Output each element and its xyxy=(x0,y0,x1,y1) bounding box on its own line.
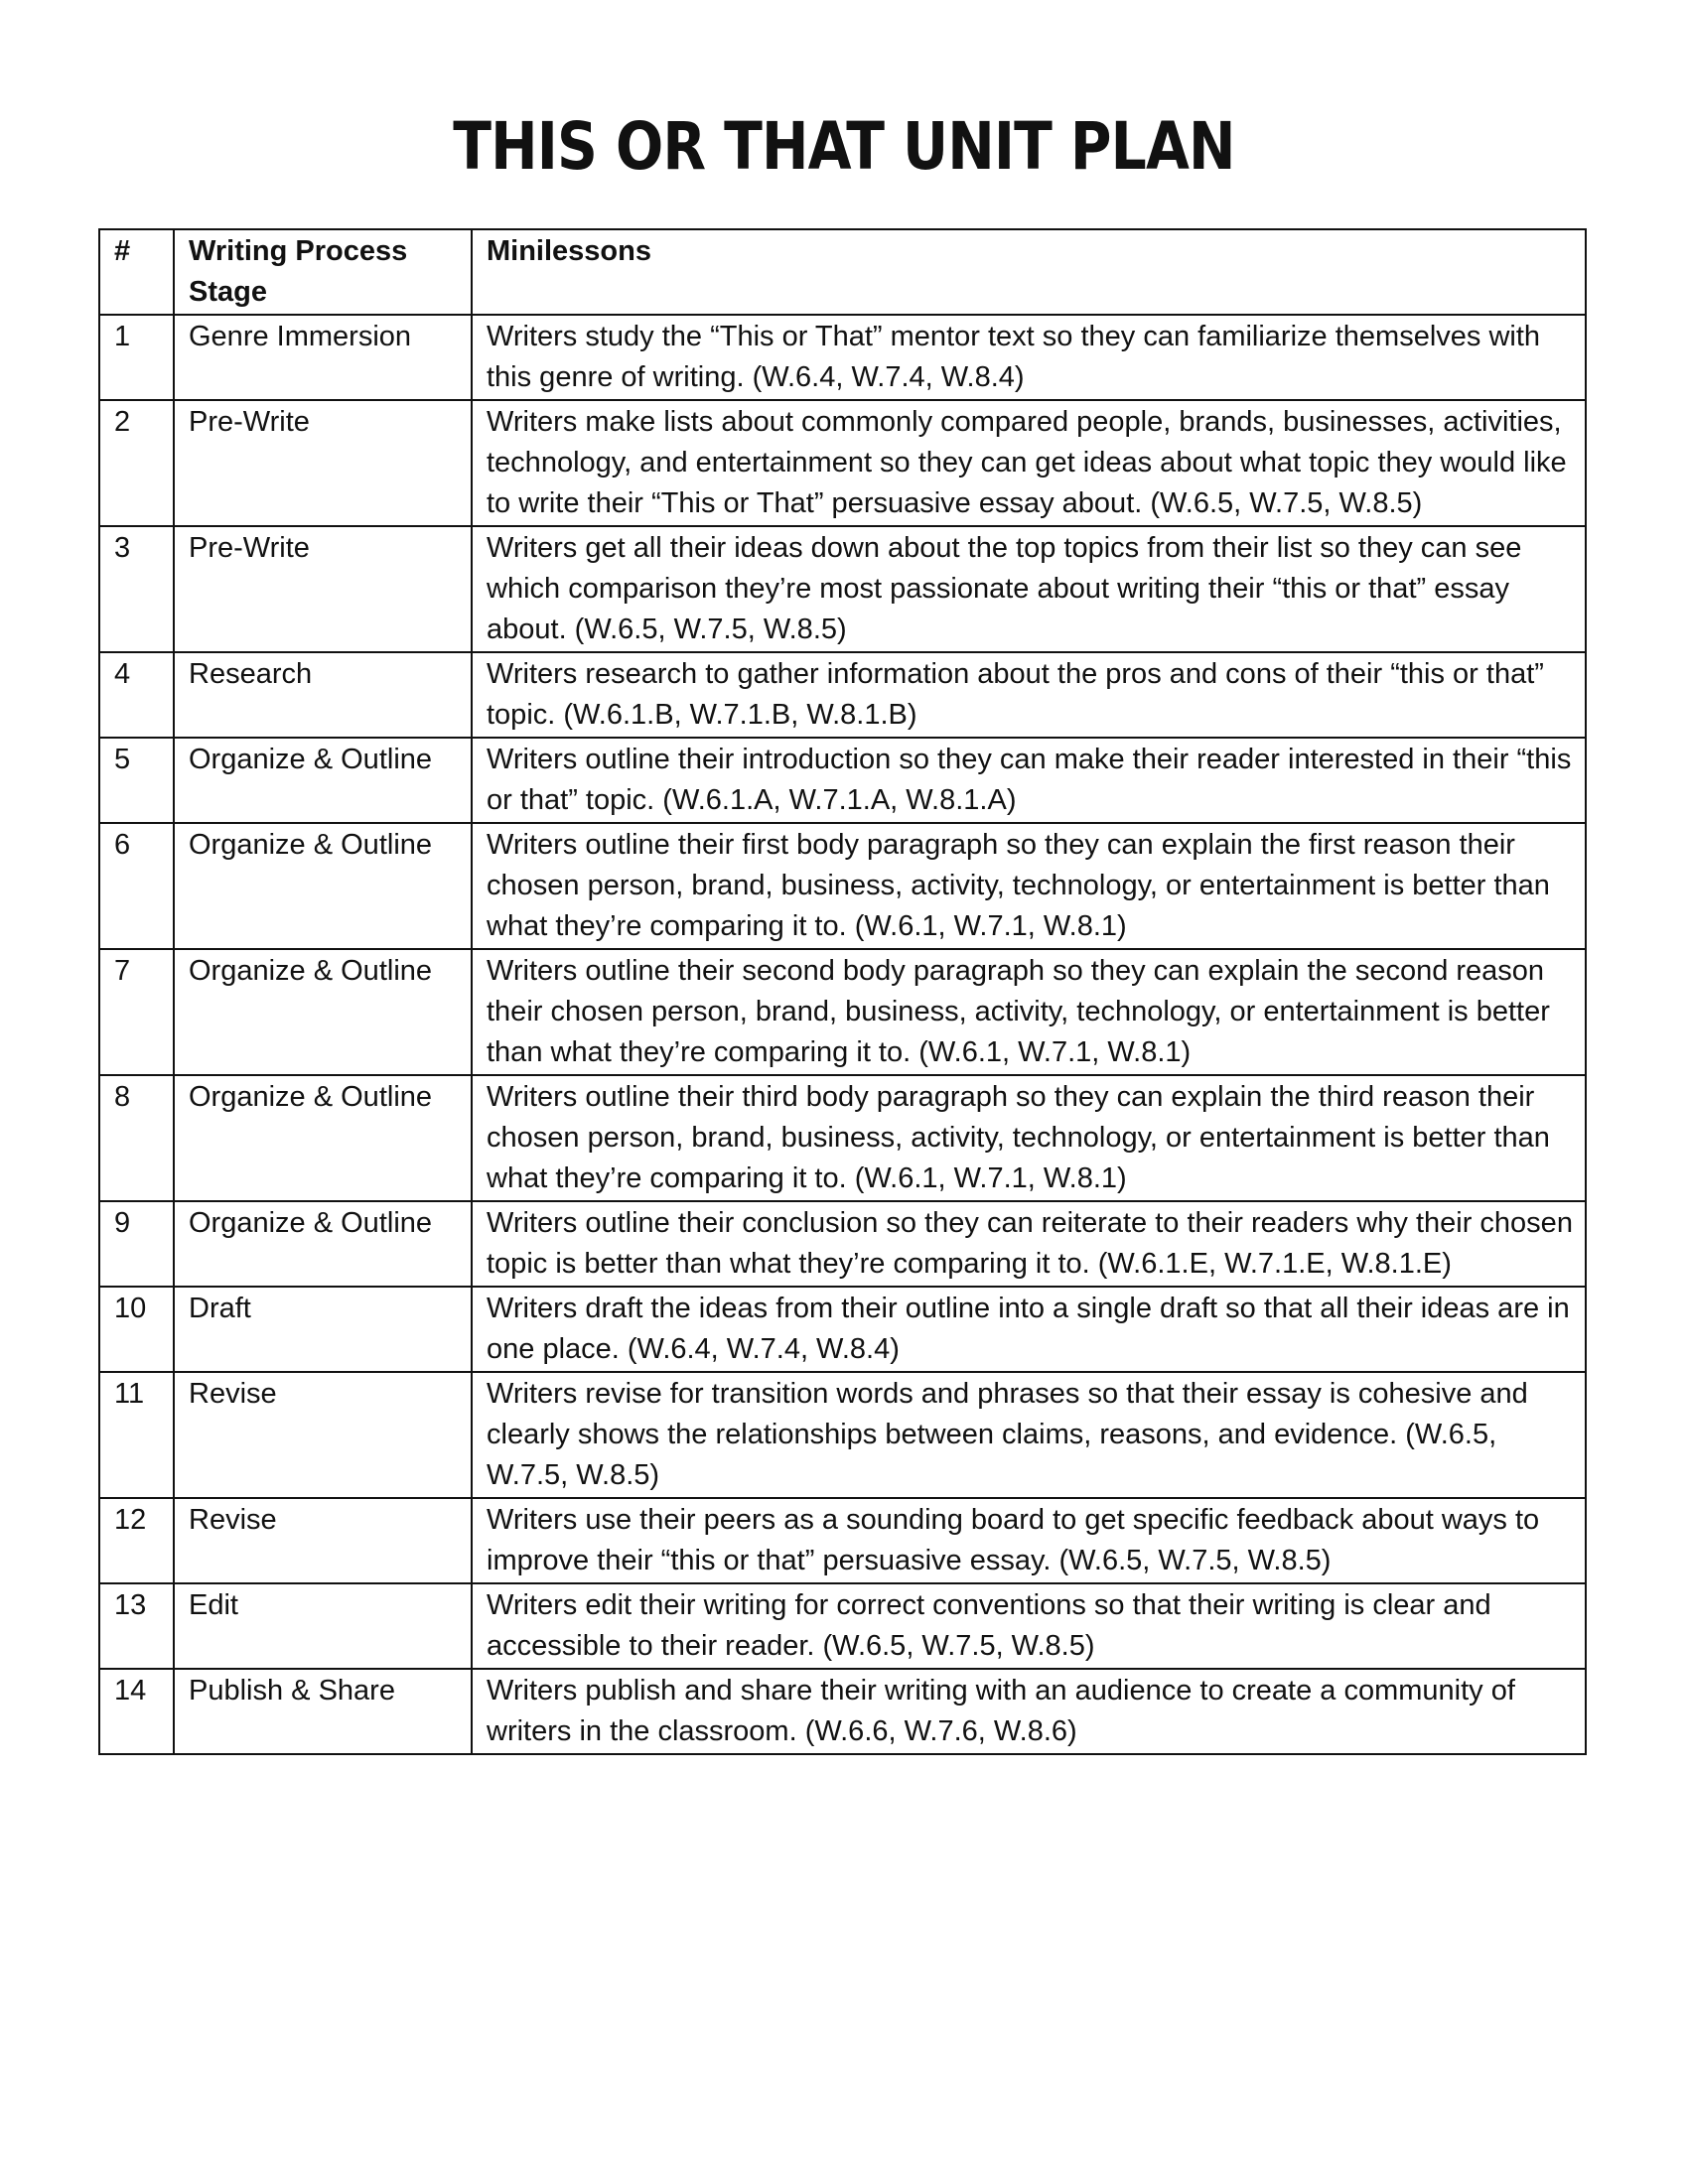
row-minilesson: Writers publish and share their writing with an audience to create a community of writers in the classroom. (W.6.6, W.7.6, W.8.6) xyxy=(472,1669,1586,1754)
row-minilesson: Writers revise for transition words and phrases so that their essay is cohesive and clearly shows the relationships between claims, reasons, and evidence. (W.6.5, W.7.5, W.8.5) xyxy=(472,1372,1586,1498)
row-number: 3 xyxy=(99,526,174,652)
row-minilesson: Writers outline their third body paragraph so they can explain the third reason their chosen person, brand, business, activity, technology, or entertainment is better than what they’re comparing it to. (W.6.1, W.7.1, W.8.1) xyxy=(472,1075,1586,1201)
table-row xyxy=(99,1372,1586,1498)
row-minilesson: Writers outline their second body paragraph so they can explain the second reason their chosen person, brand, business, activity, technology, or entertainment is better than what they’re comparing it to. (W.6.1, W.7.1, W.8.1) xyxy=(472,949,1586,1075)
row-number: 1 xyxy=(99,315,174,400)
row-stage: Pre-Write xyxy=(174,526,472,652)
row-stage: Publish & Share xyxy=(174,1669,472,1754)
row-number: 4 xyxy=(99,652,174,738)
table-row xyxy=(99,652,1586,738)
row-stage: Genre Immersion xyxy=(174,315,472,400)
table-row xyxy=(99,1669,1586,1754)
row-stage: Revise xyxy=(174,1498,472,1583)
page-title: THIS OR THAT UNIT PLAN xyxy=(453,108,1235,185)
row-minilesson: Writers make lists about commonly compared people, brands, businesses, activities, technology, and entertainment so they can get ideas about what topic they would like to write their “This or That” persuasive essay about. (W.6.5, W.7.5, W.8.5) xyxy=(472,400,1586,526)
row-minilesson: Writers draft the ideas from their outline into a single draft so that all their ideas are in one place. (W.6.4, W.7.4, W.8.4) xyxy=(472,1287,1586,1372)
column-header-stage: Writing Process Stage xyxy=(174,229,472,315)
row-stage: Organize & Outline xyxy=(174,949,472,1075)
row-stage: Organize & Outline xyxy=(174,1075,472,1201)
row-minilesson: Writers research to gather information about the pros and cons of their “this or that” topic. (W.6.1.B, W.7.1.B, W.8.1.B) xyxy=(472,652,1586,738)
row-number: 10 xyxy=(99,1287,174,1372)
table-row xyxy=(99,1201,1586,1287)
table-row xyxy=(99,1287,1586,1372)
row-number: 6 xyxy=(99,823,174,949)
table-header-row xyxy=(99,229,1586,315)
table-row xyxy=(99,1075,1586,1201)
row-stage: Research xyxy=(174,652,472,738)
row-stage: Organize & Outline xyxy=(174,738,472,823)
row-number: 7 xyxy=(99,949,174,1075)
table-row xyxy=(99,526,1586,652)
row-number: 2 xyxy=(99,400,174,526)
unit-plan-table xyxy=(98,228,1587,1755)
table-row xyxy=(99,738,1586,823)
row-number: 8 xyxy=(99,1075,174,1201)
table-row xyxy=(99,1498,1586,1583)
row-stage: Organize & Outline xyxy=(174,823,472,949)
row-minilesson: Writers outline their introduction so they can make their reader interested in their “this or that” topic. (W.6.1.A, W.7.1.A, W.8.1.A) xyxy=(472,738,1586,823)
row-number: 11 xyxy=(99,1372,174,1498)
table-row xyxy=(99,315,1586,400)
row-minilesson: Writers outline their conclusion so they can reiterate to their readers why their chosen topic is better than what they’re comparing it to. (W.6.1.E, W.7.1.E, W.8.1.E) xyxy=(472,1201,1586,1287)
row-minilesson: Writers get all their ideas down about the top topics from their list so they can see which comparison they’re most passionate about writing their “this or that” essay about. (W.6.5, W.7.5, W.8.5) xyxy=(472,526,1586,652)
row-minilesson: Writers outline their first body paragraph so they can explain the first reason their chosen person, brand, business, activity, technology, or entertainment is better than what they’re comparing it to. (W.6.1, W.7.1, W.8.1) xyxy=(472,823,1586,949)
row-number: 12 xyxy=(99,1498,174,1583)
row-minilesson: Writers study the “This or That” mentor text so they can familiarize themselves with this genre of writing. (W.6.4, W.7.4, W.8.4) xyxy=(472,315,1586,400)
table-row xyxy=(99,400,1586,526)
table-row xyxy=(99,1583,1586,1669)
row-minilesson: Writers edit their writing for correct conventions so that their writing is clear and accessible to their reader. (W.6.5, W.7.5, W.8.5) xyxy=(472,1583,1586,1669)
row-stage: Edit xyxy=(174,1583,472,1669)
row-stage: Organize & Outline xyxy=(174,1201,472,1287)
row-number: 5 xyxy=(99,738,174,823)
column-header-number: # xyxy=(99,229,174,315)
table-row xyxy=(99,823,1586,949)
row-stage: Draft xyxy=(174,1287,472,1372)
column-header-minilessons: Minilessons xyxy=(472,229,1586,315)
row-number: 14 xyxy=(99,1669,174,1754)
table-row xyxy=(99,949,1586,1075)
row-number: 9 xyxy=(99,1201,174,1287)
row-minilesson: Writers use their peers as a sounding board to get specific feedback about ways to improve their “this or that” persuasive essay. (W.6.5, W.7.5, W.8.5) xyxy=(472,1498,1586,1583)
row-stage: Revise xyxy=(174,1372,472,1498)
row-number: 13 xyxy=(99,1583,174,1669)
row-stage: Pre-Write xyxy=(174,400,472,526)
